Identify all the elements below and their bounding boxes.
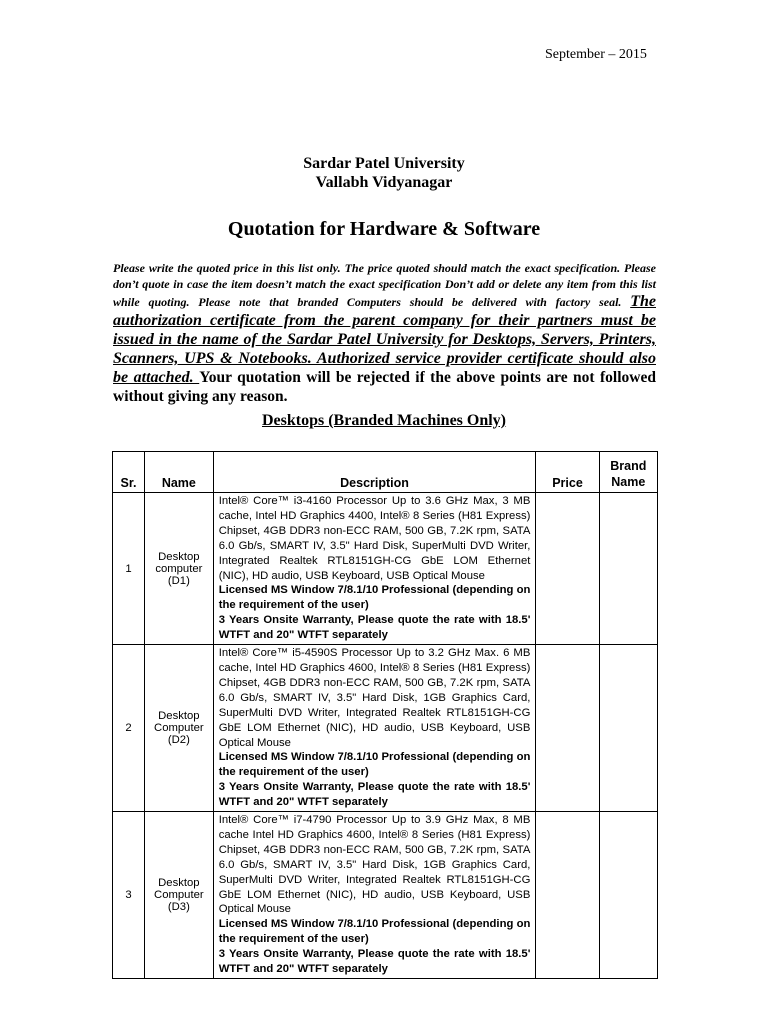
row-warranty: 3 Years Onsite Warranty, Please quote the rate with 18.5' WTFT and 20" WTFT separately — [218, 614, 531, 642]
row-name: Desktop computer (D1) — [145, 493, 214, 645]
instructions-paragraph — [113, 261, 656, 406]
header-name: Name — [145, 452, 214, 493]
instructions-underlined: The authorization certificate from the parent company for their partners must be issued in the name of the Sardar Patel University for Desktops, Servers, Printers, Scanners, UPS & Notebooks. Authorized service provider certificate should also be attached. — [113, 293, 656, 386]
table-row — [113, 645, 658, 812]
row-sr: 3 — [113, 812, 145, 979]
row-description — [213, 493, 536, 645]
row-brand-cell[interactable] — [599, 493, 657, 645]
instructions-italic: Please write the quoted price in this list only. The price quoted should match the exact specification. Please don’t quote in case the item doesn’t match the exact specification Don’t add or delete any item from this list while quoting. Please note that branded Computers should be delivered with factory seal. — [113, 261, 656, 309]
row-price-cell[interactable] — [536, 493, 599, 645]
row-spec: Intel® Core™ i7-4790 Processor Up to 3.9 GHz Max, 8 MB cache Intel HD Graphics 4600, Intel® 8 Series (H81 Express) Chipset, 4GB DDR3 non-ECC RAM, 500 GB, 7.2K rpm, SATA 6.0 Gb/s, SMART IV, 3.5" Hard Disk, 1GB Graphics Card, SuperMulti DVD Writer, Integrated Realtek RTL8151GH-CG GbE LOM Ethernet (NIC), HD audio, USB Keyboard, USB Optical Mouse — [218, 814, 531, 916]
institution-block — [0, 154, 768, 192]
header-brand: Brand Name — [599, 452, 657, 493]
quotation-table — [112, 451, 658, 979]
header-sr: Sr. — [113, 452, 145, 493]
row-license: Licensed MS Window 7/8.1/10 Professional (depending on the requirement of the user) — [218, 751, 531, 779]
row-sr: 2 — [113, 645, 145, 812]
section-title: Desktops (Branded Machines Only) — [261, 412, 507, 429]
row-name: Desktop Computer (D3) — [145, 812, 214, 979]
row-brand-cell[interactable] — [599, 812, 657, 979]
row-price-cell[interactable] — [536, 645, 599, 812]
row-price-cell[interactable] — [536, 812, 599, 979]
document-date: September – 2015 — [545, 47, 647, 62]
table-row — [113, 493, 658, 645]
instructions-warning: Your quotation will be rejected if the above points are not followed without giving any reason. — [113, 369, 656, 405]
header-description: Description — [213, 452, 536, 493]
row-spec: Intel® Core™ i3-4160 Processor Up to 3.6 GHz Max, 3 MB cache, Intel HD Graphics 4400, Intel® 8 Series (H81 Express) Chipset, 4GB DDR3 non-ECC RAM, 500 GB, 7.2K rpm, SATA 6.0 Gb/s, SMART IV, 3.5" Hard Disk, SuperMulti DVD Writer, Integrated Realtek RTL8151GH-CG GbE LOM Ethernet (NIC), HD audio, USB Keyboard, USB Optical Mouse — [218, 495, 531, 582]
page-title: Quotation for Hardware & Software — [227, 218, 541, 240]
row-license: Licensed MS Window 7/8.1/10 Professional (depending on the requirement of the user) — [218, 918, 531, 946]
row-sr: 1 — [113, 493, 145, 645]
row-description — [213, 812, 536, 979]
table-row — [113, 812, 658, 979]
row-license: Licensed MS Window 7/8.1/10 Professional (depending on the requirement of the user) — [218, 584, 531, 612]
header-price: Price — [536, 452, 599, 493]
row-warranty: 3 Years Onsite Warranty, Please quote the rate with 18.5' WTFT and 20" WTFT separately — [218, 781, 531, 809]
row-description — [213, 645, 536, 812]
row-name: Desktop Computer (D2) — [145, 645, 214, 812]
row-spec: Intel® Core™ i5-4590S Processor Up to 3.2 GHz Max. 6 MB cache, Intel HD Graphics 4600, Intel® 8 Series (H81 Express) Chipset, 4GB DDR3 non-ECC RAM, 500 GB, 7.2K rpm, SATA 6.0 Gb/s, SMART IV, 3.5" Hard Disk, 1GB Graphics Card, SuperMulti DVD Writer, Integrated Realtek RTL8151GH-CG GbE LOM Ethernet (NIC), HD audio, USB Keyboard, USB Optical Mouse — [218, 647, 531, 749]
university-name: Sardar Patel University — [303, 155, 465, 172]
table-header-row — [113, 452, 658, 493]
row-warranty: 3 Years Onsite Warranty, Please quote the rate with 18.5' WTFT and 20" WTFT separately — [218, 948, 531, 976]
row-brand-cell[interactable] — [599, 645, 657, 812]
university-place: Vallabh Vidyanagar — [315, 174, 453, 191]
